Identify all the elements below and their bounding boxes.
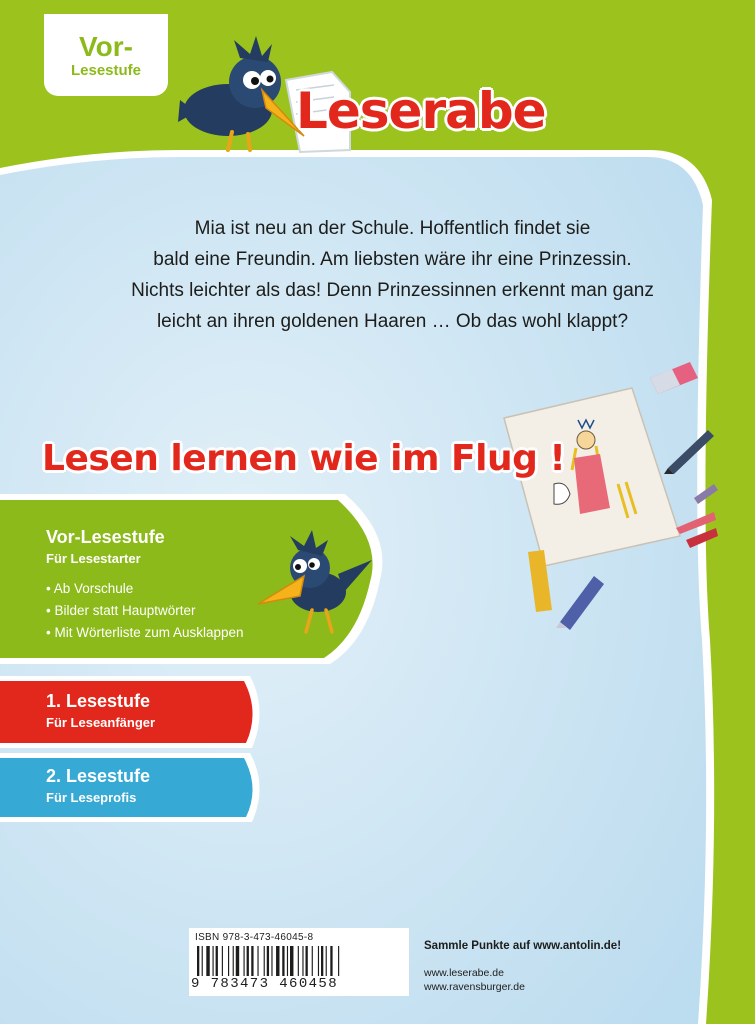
level-subtitle: Für Leseprofis	[46, 790, 137, 805]
level-subtitle: Für Leseanfänger	[46, 715, 156, 730]
list-item: • Ab Vorschule	[46, 578, 244, 600]
barcode-bar	[244, 946, 245, 976]
blurb-line: leicht an ihren goldenen Haaren … Ob das wohl klappt?	[156, 311, 629, 332]
barcode-bar	[216, 946, 218, 976]
barcode-bars-icon	[197, 946, 403, 976]
level-feature-list	[46, 578, 244, 644]
barcode-bar	[338, 946, 339, 976]
barcode-bar	[236, 946, 239, 976]
list-item: • Bilder statt Hauptwörter	[46, 600, 244, 622]
barcode-bar	[228, 946, 229, 976]
level-subtitle: Für Lesestarter	[46, 551, 141, 566]
barcode-bar	[264, 946, 265, 976]
blurb-line: Nichts leichter als das! Denn Prinzessinnen erkennt man ganz	[131, 280, 654, 301]
antolin-note: Sammle Punkte auf www.antolin.de!	[424, 940, 622, 952]
barcode-bar	[318, 946, 319, 976]
barcode-bar	[306, 946, 308, 976]
blurb-line: bald eine Freundin. Am liebsten wäre ihr eine Prinzessin.	[153, 249, 632, 270]
level-2-text	[46, 765, 150, 807]
list-item: • Mit Wörterliste zum Ausklappen	[46, 622, 244, 644]
book-blurb	[80, 213, 705, 337]
barcode-bar	[282, 946, 284, 976]
badge-line1: Vor-	[79, 31, 133, 62]
barcode-bar	[257, 946, 258, 976]
barcode-digits: 9 783473 460458	[191, 976, 339, 992]
barcode-bar	[302, 946, 303, 976]
brand-logo-text: Leserabe	[296, 82, 546, 140]
barcode-bar	[330, 946, 332, 976]
blurb-line: Mia ist neu an der Schule. Hoffentlich findet sie	[194, 218, 591, 239]
barcode-bar	[287, 946, 288, 976]
level-title: Vor-Lesestufe	[46, 527, 165, 547]
slogan-headline: Lesen lernen wie im Flug !	[42, 438, 566, 479]
barcode-bar	[271, 946, 272, 976]
isbn-label: ISBN 978-3-473-46045-8	[195, 932, 314, 943]
barcode-bar	[251, 946, 253, 976]
barcode-bar	[222, 946, 223, 976]
barcode-bar	[247, 946, 249, 976]
barcode-bar	[197, 946, 199, 976]
url-leserabe: www.leserabe.de	[424, 967, 504, 979]
barcode-bar	[312, 946, 313, 976]
level-title: 1. Lesestufe	[46, 691, 151, 711]
reading-level-badge	[44, 14, 168, 96]
barcode-bar	[276, 946, 279, 976]
publisher-urls	[424, 966, 525, 994]
isbn-barcode	[189, 928, 409, 996]
barcode-bar	[267, 946, 269, 976]
barcode-bar	[202, 946, 203, 976]
barcode-bar	[321, 946, 323, 976]
barcode-bar	[298, 946, 299, 976]
level-1-text	[46, 690, 155, 732]
barcode-bar	[290, 946, 293, 976]
level-vor-text	[46, 526, 244, 644]
barcode-bar	[326, 946, 327, 976]
barcode-bar	[233, 946, 234, 976]
barcode-bar	[213, 946, 214, 976]
badge-line2: Lesestufe	[70, 62, 142, 79]
barcode-bar	[206, 946, 209, 976]
level-title: 2. Lesestufe	[46, 766, 151, 786]
url-ravensburger: www.ravensburger.de	[424, 981, 525, 993]
